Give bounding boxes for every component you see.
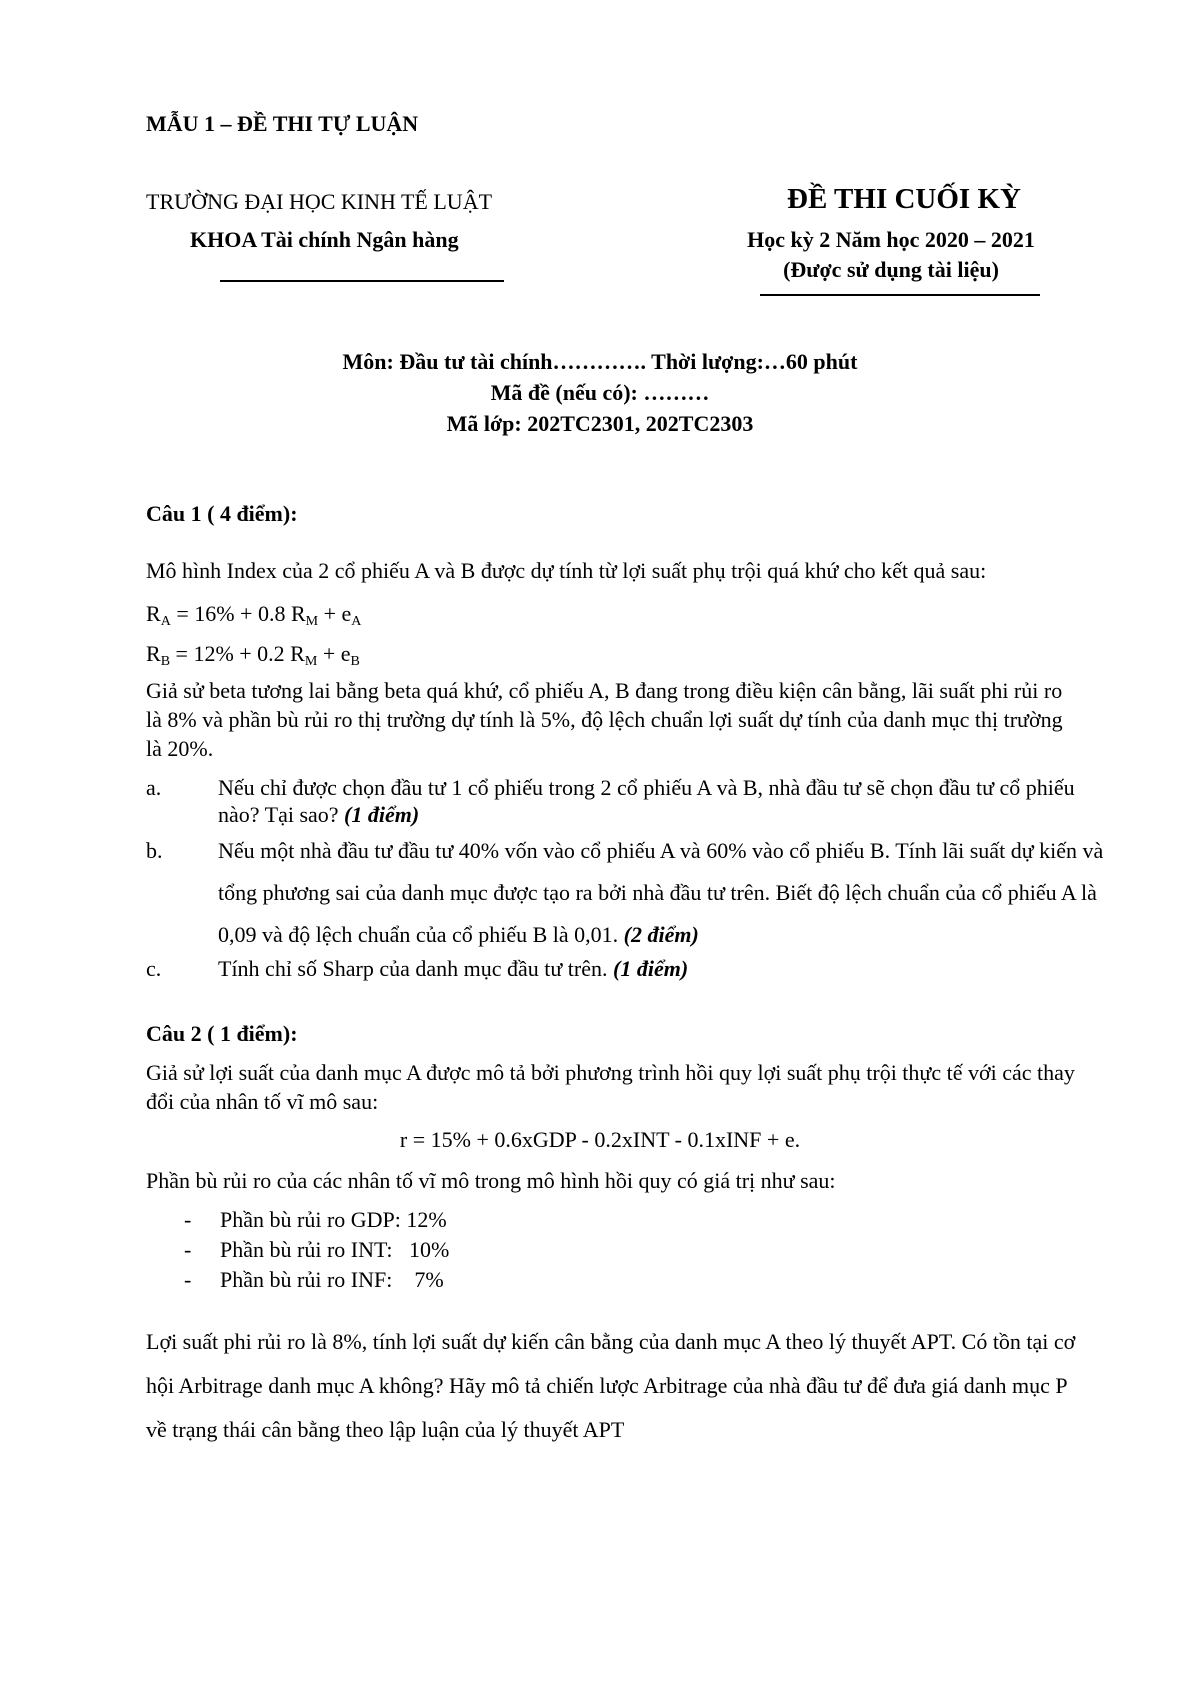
question-2-title: Câu 2 ( 1 điểm): <box>146 1021 298 1046</box>
question-2-conclusion: Lợi suất phi rủi ro là 8%, tính lợi suất dự kiến cân bằng của danh mục A theo lý thuyết APT. Có tồn tại cơ hội Arbitrage danh mục A không? Hãy mô tả chiến lược Arbitrage của nhà đầu tư để đưa giá danh mục P về trạng thái cân bằng theo lập luận của lý thuyết APT <box>146 1329 1076 1442</box>
regression-equation: r = 15% + 0.6xGDP - 0.2xINT - 0.1xINF + e. <box>399 1127 801 1152</box>
question-1-intro: Mô hình Index của 2 cổ phiếu A và B được dự tính từ lợi suất phụ trội quá khứ cho kết quả sau: <box>146 558 987 583</box>
subject-line: Môn: Đầu tư tài chính…………. Thời lượng:…60 phút <box>342 349 858 374</box>
premium-item-int: - Phần bù rủi ro INT: 10% <box>184 1237 450 1262</box>
left-underline <box>220 280 504 282</box>
form-title: MẪU 1 – ĐỀ THI TỰ LUẬN <box>146 111 419 136</box>
materials-note: (Được sử dụng tài liệu) <box>783 257 999 282</box>
exam-title: ĐỀ THI CUỐI KỲ <box>787 183 1021 215</box>
right-underline <box>760 294 1040 296</box>
question-1-assumption: Giả sử beta tương lai bằng beta quá khứ, cổ phiếu A, B đang trong điều kiện cân bằng, lãi suất phi rủi ro là 8% và phần bù rủi ro thị trường dự tính là 5%, độ lệch chuẩn lợi suất dự tính của danh mục thị trường là 20%. <box>146 678 1063 761</box>
premium-item-inf: - Phần bù rủi ro INF: 7% <box>184 1267 444 1292</box>
question-1-item-b: b. Nếu một nhà đầu tư đầu tư 40% vốn vào cổ phiếu A và 60% vào cổ phiếu B. Tính lãi suất dự kiến và tổng phương sai của danh mục được tạo ra bởi nhà đầu tư trên. Biết độ lệch chuẩn của cổ phiếu A là 0,09 và độ lệch chuẩn của cổ phiếu B là 0,01. (2 điểm) <box>146 838 1104 947</box>
question-1-item-c: c. Tính chỉ số Sharp của danh mục đầu tư trên. (1 điểm) <box>146 956 689 981</box>
university-name: TRƯỜNG ĐẠI HỌC KINH TẾ LUẬT <box>146 189 493 214</box>
question-2-intro: Giả sử lợi suất của danh mục A được mô tả bởi phương trình hồi quy lợi suất phụ trội thực tế với các thay đổi của nhân tố vĩ mô sau: <box>146 1060 1075 1114</box>
premium-intro: Phần bù rủi ro của các nhân tố vĩ mô trong mô hình hồi quy có giá trị như sau: <box>146 1168 836 1193</box>
equation-b: $R_B = 12\% + 0.2$ $R_M + e_B$ <box>146 641 360 669</box>
semester-line: Học kỳ 2 Năm học 2020 – 2021 <box>747 227 1035 252</box>
faculty-name: KHOA Tài chính Ngân hàng <box>190 227 459 252</box>
question-1-title: Câu 1 ( 4 điểm): <box>146 501 298 526</box>
question-1-item-a: a. Nếu chỉ được chọn đầu tư 1 cổ phiếu trong 2 cổ phiếu A và B, nhà đầu tư sẽ chọn đầu tư cổ phiếu nào? Tại sao? (1 điểm) <box>146 775 1075 827</box>
premium-item-gdp: - Phần bù rủi ro GDP: 12% <box>184 1207 447 1232</box>
exam-code-line: Mã đề (nếu có): ……… <box>490 380 710 405</box>
equation-a: $R_A = 16\% + 0.8$ $R_M + e_A$ <box>146 601 362 629</box>
class-code-line: Mã lớp: 202TC2301, 202TC2303 <box>446 411 754 436</box>
